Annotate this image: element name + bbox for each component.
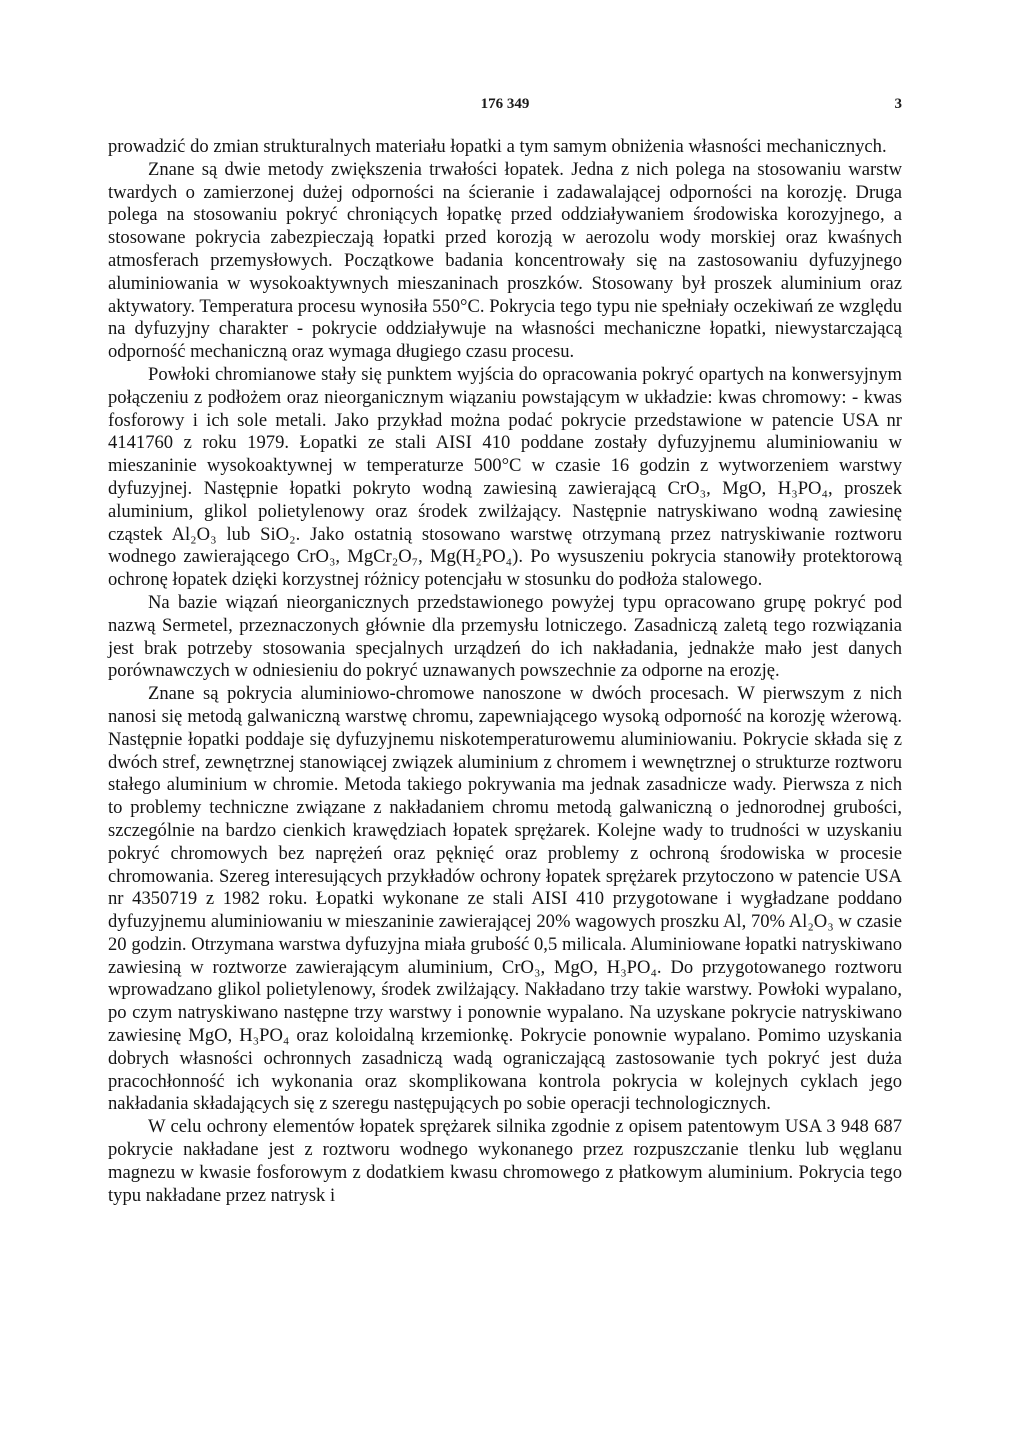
- paragraph-chromate-coatings: Powłoki chromianowe stały się punktem wyjścia do opracowania pokryć opartych na konwersyjnym połączeniu z podłożem oraz nieorganicznym wiązaniu powstającym w układzie: kwas chromowy: - kwas fosforowy i ich sole metali. Jako przykład można podać pokrycie przedstawione w patencie USA nr 4141760 z roku 1979. Łopatki ze stali AISI 410 poddane zostały dyfuzyjnemu aluminiowaniu w mieszaninie wysokoaktywnej w temperaturze 500°C w czasie 16 godzin z wytworzeniem warstwy dyfuzyjnej. Następnie łopatki pokryto wodną zawiesiną zawierającą CrO₃, MgO, H₃PO₄, proszek aluminium, glikol polietylenowy oraz środek zwilżający. Następnie natryskiwano wodną zawiesinę cząstek Al₂O₃ lub SiO₂. Jako ostatnią stosowano warstwę otrzymaną przez natryskiwanie roztworu wodnego zawierającego CrO₃, MgCr₂O₇, Mg(H₂PO₄). Po wysuszeniu pokrycia stanowiły protektorową ochronę łopatek dzięki korzystnej różnicy potencjału w stosunku do podłoża stalowego.: [108, 363, 902, 591]
- paragraph-sermetel: Na bazie wiązań nieorganicznych przedstawionego powyżej typu opracowano grupę pokryć pod nazwą Sermetel, przeznaczonych głównie dla przemysłu lotniczego. Zasadniczą zaletą tego rozwiązania jest brak potrzeby stosowania specjalnych urządzeń do ich nakładania, jednakże mało jest danych porównawczych w odniesieniu do pokryć uznawanych powszechnie za odporne na erozję.: [108, 591, 902, 682]
- paragraph-aluminium-chrome-coatings: Znane są pokrycia aluminiowo-chromowe nanoszone w dwóch procesach. W pierwszym z nich nanosi się metodą galwaniczną warstwę chromu, zapewniającego wysoką odporność na korozję wżerową. Następnie łopatki poddaje się dyfuzyjnemu niskotemperaturowemu aluminiowaniu. Pokrycie składa się z dwóch stref, zewnętrznej stanowiącej związek aluminium z chromem i wewnętrznej o strukturze roztworu stałego aluminium w chromie. Metoda takiego pokrywania ma jednak zasadnicze wady. Pierwsza z nich to problemy techniczne związane z nakładaniem chromu metodą galwaniczną o jednorodnej grubości, szczególnie na bardzo cienkich krawędziach łopatek sprężarek. Kolejne wady to trudności w uzyskaniu pokryć chromowych bez naprężeń oraz pęknięć oraz problemy z ochroną środowiska w procesie chromowania. Szereg interesujących przykładów ochrony łopatek sprężarek przytoczono w patencie USA nr 4350719 z 1982 roku. Łopatki wykonane ze stali AISI 410 przygotowane i wygładzane poddano dyfuzyjnemu aluminiowaniu w mieszaninie zawierającej 20% wagowych proszku Al, 70% Al₂O₃ w czasie 20 godzin. Otrzymana warstwa dyfuzyjna miała grubość 0,5 milicala. Aluminiowane łopatki natryskiwano zawiesiną w roztworze zawierającym aluminium, CrO₃, MgO, H₃PO₄. Do przygotowanego roztworu wprowadzano glikol polietylenowy, środek zwilżający. Nakładano trzy takie warstwy. Powłoki wypalano, po czym natryskiwano następne trzy warstwy i ponownie wypalano. Na uzyskane pokrycie natryskiwano zawiesinę MgO, H₃PO₄ oraz koloidalną krzemionkę. Pokrycie ponownie wypalano. Pomimo uzyskania dobrych własności ochronnych zasadniczą wadą ograniczającą zastosowanie tych pokryć jest duża pracochłonność ich wykonania oraz skomplikowana kontrola pokrycia w kolejnych cyklach jego nakładania składających się z szeregu następujących po sobie operacji technologicznych.: [108, 683, 902, 1115]
- document-number: 176 349: [480, 96, 530, 112]
- body-text: [108, 136, 902, 1207]
- page-header: [108, 96, 902, 122]
- paragraph-protection-methods: Znane są dwie metody zwiększenia trwałości łopatek. Jedna z nich polega na stosowaniu warstw twardych o zamierzonej dużej odporności na ścieranie i zadawalającej odporności na korozję. Druga polega na stosowaniu pokryć chroniących łopatkę przed oddziaływaniem środowiska korozyjnego, a stosowane pokrycia zabezpieczają łopatki przed korozją w aerozolu wody morskiej oraz kwaśnych atmosferach przemysłowych. Początkowe badania koncentrowały się na zastosowaniu dyfuzyjnego aluminiowania w wysokoaktywnych mieszaninach proszków. Stosowany był proszek aluminium oraz aktywatory. Temperatura procesu wynosiła 550°C. Pokrycia tego typu nie spełniały oczekiwań ze względu na dyfuzyjny charakter - pokrycie oddziaływuje na własności mechaniczne łopatki, niewystarczającą odporność mechaniczną oraz wymaga długiego czasu procesu.: [108, 158, 902, 363]
- paragraph-patent-3948687: W celu ochrony elementów łopatek sprężarek silnika zgodnie z opisem patentowym USA 3 948 687 pokrycie nakładane jest z roztworu wodnego wykonanego przez rozpuszczanie tlenku lub węglanu magnezu w kwasie fosforowym z dodatkiem kwasu chromowego z płatkowym aluminium. Pokrycia tego typu nakładane przez natrysk i: [108, 1116, 902, 1206]
- paragraph-continuation: prowadzić do zmian strukturalnych materiału łopatki a tym samym obniżenia własności mechanicznych.: [108, 136, 887, 157]
- page-number: 3: [894, 96, 902, 112]
